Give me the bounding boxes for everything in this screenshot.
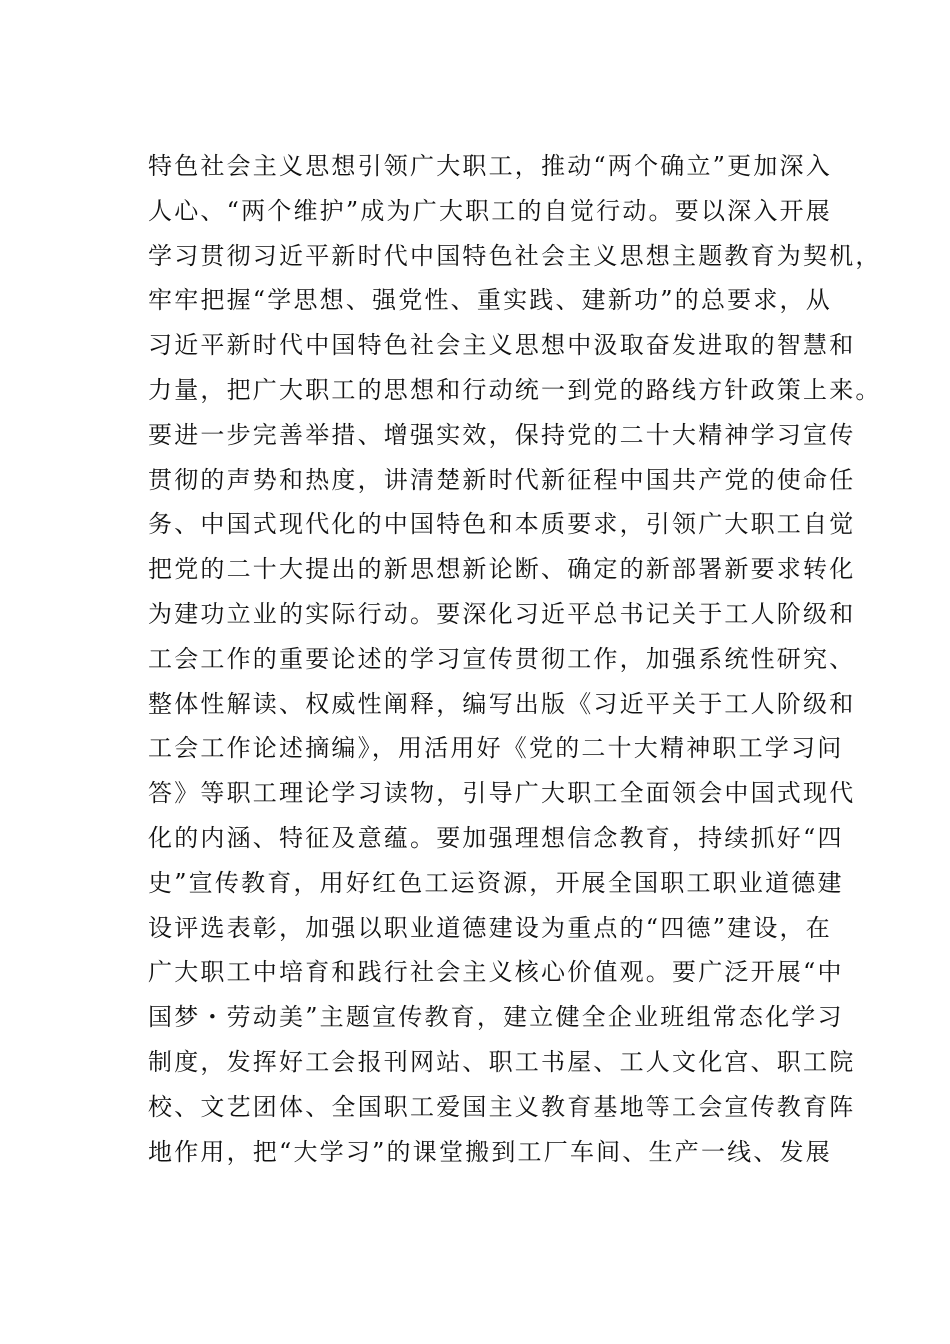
text-line: 史”宣传教育，用好红色工运资源，开展全国职工职业道德建: [148, 868, 844, 897]
text-line: 设评选表彰，加强以职业道德建设为重点的“四德”建设，在: [148, 913, 832, 942]
text-line: 要进一步完善举措、增强实效，保持党的二十大精神学习宣传: [148, 420, 856, 449]
text-line: 人心、“两个维护”成为广大职工的自觉行动。要以深入开展: [148, 196, 832, 225]
text-line: 力量，把广大职工的思想和行动统一到党的路线方针政策上来。: [148, 375, 882, 404]
text-line: 贯彻的声势和热度，讲清楚新时代新征程中国共产党的使命任: [148, 465, 856, 494]
text-line: 国梦・劳动美”主题宣传教育，建立健全企业班组常态化学习: [148, 1003, 844, 1032]
text-line: 把党的二十大提出的新思想新论断、确定的新部署新要求转化: [148, 555, 856, 584]
body-text: [148, 144, 882, 1174]
text-line: 学习贯彻习近平新时代中国特色社会主义思想主题教育为契机，: [148, 241, 882, 270]
text-line: 习近平新时代中国特色社会主义思想中汲取奋发进取的智慧和: [148, 331, 856, 360]
text-line: 整体性解读、权威性阐释，编写出版《习近平关于工人阶级和: [148, 689, 856, 718]
text-line: 化的内涵、特征及意蕴。要加强理想信念教育，持续抓好“四: [148, 823, 844, 852]
text-line: 务、中国式现代化的中国特色和本质要求，引领广大职工自觉: [148, 510, 856, 539]
text-line: 牢牢把握“学思想、强党性、重实践、建新功”的总要求，从: [148, 286, 832, 315]
text-line: 特色社会主义思想引领广大职工，推动“两个确立”更加深入: [148, 152, 832, 180]
text-line: 地作用，把“大学习”的课堂搬到工厂车间、生产一线、发展: [148, 1137, 832, 1166]
text-line: 工会工作论述摘编》，用活用好《党的二十大精神职工学习问: [148, 734, 844, 763]
text-line: 工会工作的重要论述的学习宣传贯彻工作，加强系统性研究、: [148, 644, 856, 673]
text-line: 答》等职工理论学习读物，引导广大职工全面领会中国式现代: [148, 779, 856, 808]
text-line: 为建功立业的实际行动。要深化习近平总书记关于工人阶级和: [148, 599, 856, 628]
text-line: 制度，发挥好工会报刊网站、职工书屋、工人文化宫、职工院: [148, 1047, 856, 1076]
text-line: 校、文艺团体、全国职工爱国主义教育基地等工会宣传教育阵: [148, 1092, 856, 1121]
text-line: 广大职工中培育和践行社会主义核心价值观。要广泛开展“中: [148, 958, 844, 987]
